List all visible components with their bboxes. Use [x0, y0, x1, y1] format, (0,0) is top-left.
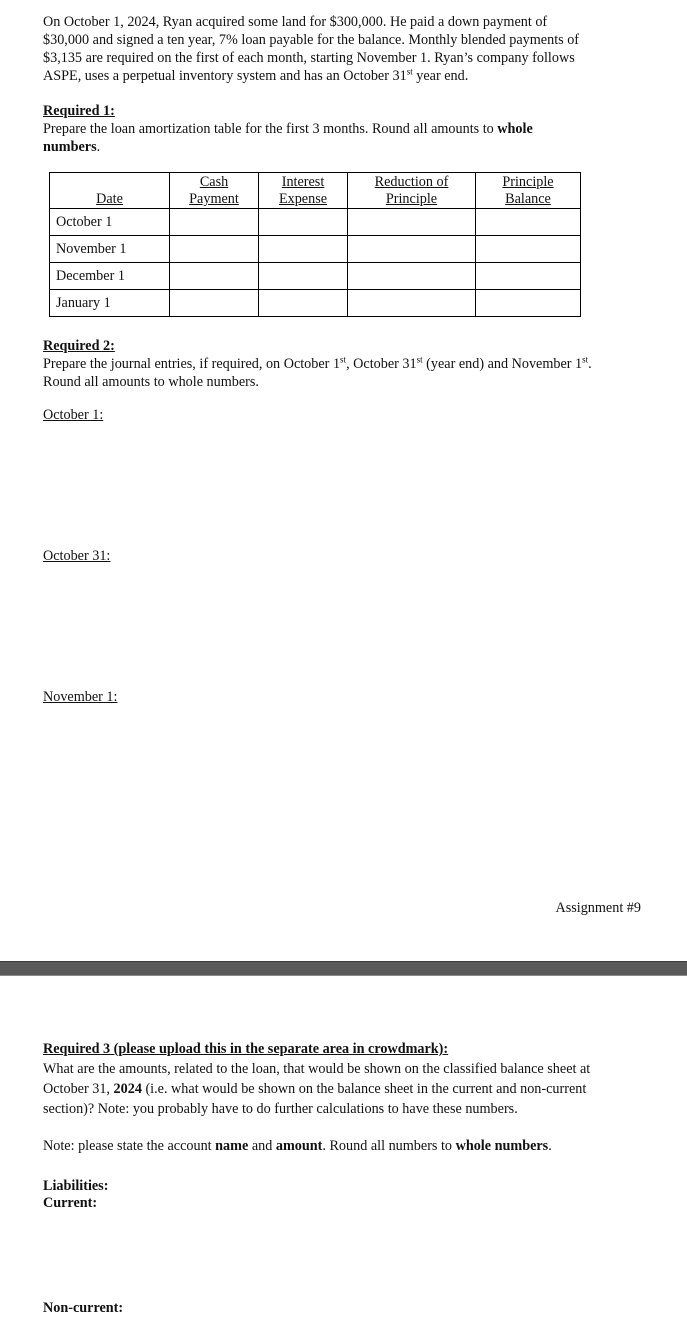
- row-date: November 1: [50, 236, 170, 263]
- required-3-text: October 31, 2024 (i.e. what would be shown on the balance sheet in the current and non-current: [43, 1081, 587, 1097]
- reduction-cell[interactable]: [348, 290, 476, 317]
- cash-payment-cell[interactable]: [170, 209, 259, 236]
- header-reduction-of-principle: Reduction of Principle: [348, 173, 476, 209]
- required-1-text: Prepare the loan amortization table for the first 3 months. Round all amounts to whole: [43, 121, 533, 137]
- reduction-cell[interactable]: [348, 263, 476, 290]
- entry-label-october-31: October 31:: [43, 548, 111, 564]
- current-label: Current:: [43, 1195, 98, 1211]
- table-row: [50, 263, 581, 290]
- required-1-section: [43, 102, 643, 156]
- row-date: December 1: [50, 263, 170, 290]
- header-interest-expense: Interest Expense: [259, 173, 348, 209]
- header-date: Date: [50, 173, 170, 209]
- cash-payment-cell[interactable]: [170, 290, 259, 317]
- required-2-text: Prepare the journal entries, if required, on October 1st, October 31st (year end) and November 1st.: [43, 354, 592, 372]
- intro-line: $3,135 are required on the first of each month, starting November 1. Ryan’s company follows: [43, 50, 575, 66]
- required-2-heading: Required 2:: [43, 338, 115, 354]
- cash-payment-cell[interactable]: [170, 263, 259, 290]
- interest-expense-cell[interactable]: [259, 263, 348, 290]
- required-1-heading: Required 1:: [43, 103, 115, 119]
- assignment-label: Assignment #9: [555, 900, 641, 916]
- liabilities-label: Liabilities:: [43, 1178, 109, 1194]
- reduction-cell[interactable]: [348, 236, 476, 263]
- amortization-table: [49, 172, 581, 317]
- required-1-text-cont: numbers.: [43, 139, 101, 155]
- required-3-note: Note: please state the account name and amount. Round all numbers to whole numbers.: [43, 1138, 552, 1154]
- intro-line: On October 1, 2024, Ryan acquired some land for $300,000. He paid a down payment of: [43, 14, 548, 30]
- table-row: [50, 236, 581, 263]
- interest-expense-cell[interactable]: [259, 290, 348, 317]
- table-row: [50, 290, 581, 317]
- balance-cell[interactable]: [476, 290, 581, 317]
- balance-cell[interactable]: [476, 209, 581, 236]
- interest-expense-cell[interactable]: [259, 236, 348, 263]
- balance-cell[interactable]: [476, 263, 581, 290]
- interest-expense-cell[interactable]: [259, 209, 348, 236]
- intro-line: ASPE, uses a perpetual inventory system and has an October 31st year end.: [43, 66, 469, 84]
- row-date: January 1: [50, 290, 170, 317]
- reduction-cell[interactable]: [348, 209, 476, 236]
- table-header-row: [50, 173, 581, 209]
- intro-line: $30,000 and signed a ten year, 7% loan payable for the balance. Monthly blended payments of: [43, 32, 580, 48]
- intro-paragraph: [43, 13, 643, 85]
- required-2-section: [43, 337, 663, 391]
- noncurrent-label: Non-current:: [43, 1300, 124, 1316]
- header-principle-balance: Principle Balance: [476, 173, 581, 209]
- entry-label-october-1: October 1:: [43, 407, 104, 423]
- required-3-section: [43, 1039, 653, 1119]
- table-row: [50, 209, 581, 236]
- required-3-heading: Required 3 (please upload this in the separate area in crowdmark):: [43, 1041, 449, 1057]
- required-3-text: section)? Note: you probably have to do further calculations to have these numbers.: [43, 1101, 518, 1117]
- balance-cell[interactable]: [476, 236, 581, 263]
- required-3-text: What are the amounts, related to the loan, that would be shown on the classified balance sheet at: [43, 1061, 591, 1077]
- page-divider: [0, 961, 687, 976]
- cash-payment-cell[interactable]: [170, 236, 259, 263]
- row-date: October 1: [50, 209, 170, 236]
- entry-label-november-1: November 1:: [43, 689, 118, 705]
- required-2-text-cont: Round all amounts to whole numbers.: [43, 374, 259, 390]
- header-cash-payment: Cash Payment: [170, 173, 259, 209]
